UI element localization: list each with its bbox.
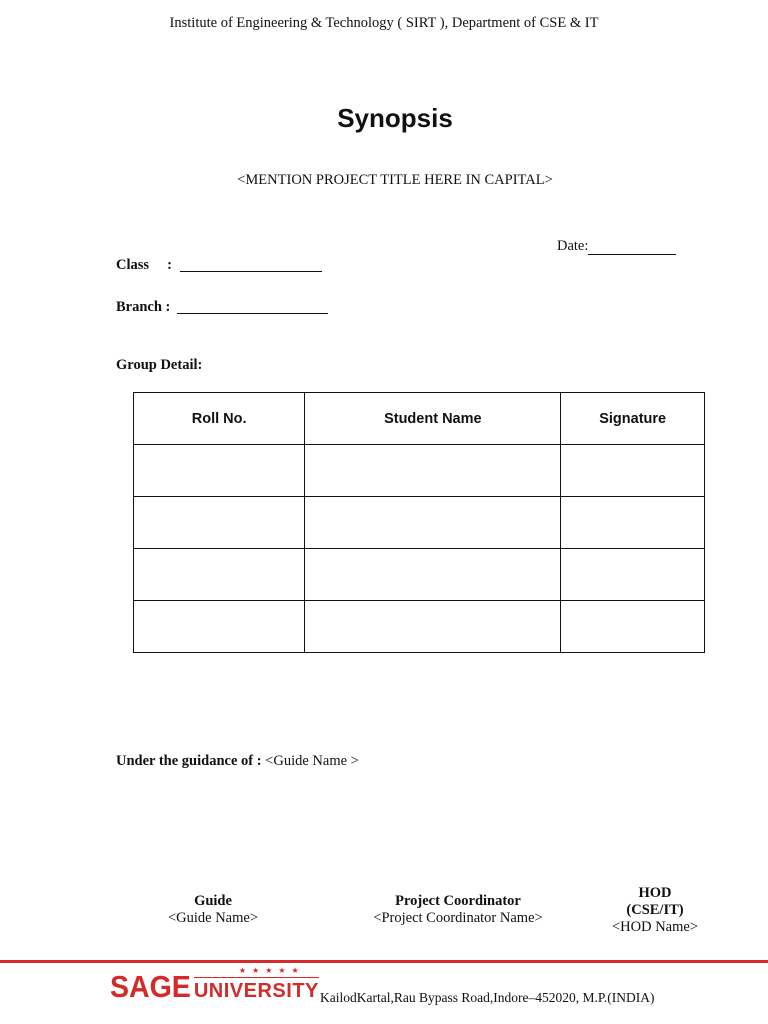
hod-signatory xyxy=(590,885,720,936)
coordinator-name: <Project Coordinator Name> xyxy=(373,910,543,926)
logo-sage-text: SAGE xyxy=(110,969,191,1004)
footer-divider xyxy=(0,960,768,963)
logo-university-block xyxy=(193,966,319,1002)
guide-name: <Guide Name> xyxy=(167,910,259,926)
student-name-cell xyxy=(305,445,561,497)
logo-stars-icon: ★ ★ ★ ★ ★ xyxy=(238,966,301,975)
signature-cell xyxy=(561,497,705,549)
project-title-placeholder: <MENTION PROJECT TITLE HERE IN CAPITAL> xyxy=(237,172,553,188)
student-name-cell xyxy=(305,601,561,653)
hod-role: HOD xyxy=(638,885,672,901)
sage-university-logo xyxy=(110,966,319,1002)
roll-no-cell xyxy=(134,445,305,497)
footer-address: KailodKartal,Rau Bypass Road,Indore–452020, M.P.(INDIA) xyxy=(320,990,655,1005)
coordinator-signatory xyxy=(358,893,558,927)
table-row xyxy=(134,497,705,549)
group-detail-table xyxy=(133,392,705,653)
coordinator-role: Project Coordinator xyxy=(395,893,521,909)
roll-no-cell xyxy=(134,601,305,653)
signature-cell xyxy=(561,445,705,497)
table-header-row xyxy=(134,393,705,445)
roll-no-header: Roll No. xyxy=(134,393,305,445)
guide-role: Guide xyxy=(194,893,232,909)
branch-label: Branch : xyxy=(116,299,171,315)
table-row xyxy=(134,601,705,653)
class-field xyxy=(116,256,172,274)
guidance-line xyxy=(116,753,359,770)
roll-no-cell xyxy=(134,549,305,601)
branch-field xyxy=(116,298,170,316)
roll-no-cell xyxy=(134,497,305,549)
signature-cell xyxy=(561,601,705,653)
date-blank-line xyxy=(588,240,676,255)
date-field xyxy=(557,238,676,255)
branch-blank-line xyxy=(177,313,328,314)
guidance-label: Under the guidance of : xyxy=(116,753,262,769)
page-title: Synopsis xyxy=(337,103,453,133)
table-row xyxy=(134,445,705,497)
institute-header: Institute of Engineering & Technology ( SIRT ), Department of CSE & IT xyxy=(169,15,599,31)
hod-name: <HOD Name> xyxy=(611,919,699,935)
student-name-cell xyxy=(305,549,561,601)
signature-cell xyxy=(561,549,705,601)
student-name-header: Student Name xyxy=(305,393,561,445)
guide-name-placeholder: <Guide Name > xyxy=(265,753,359,769)
student-name-cell xyxy=(305,497,561,549)
guide-signatory xyxy=(133,893,293,927)
signature-header: Signature xyxy=(561,393,705,445)
group-detail-heading: Group Detail: xyxy=(116,357,203,373)
date-label: Date: xyxy=(557,238,589,254)
logo-university-text: UNIVERSITY xyxy=(194,977,319,1002)
table-row xyxy=(134,549,705,601)
class-blank-line xyxy=(180,271,322,272)
hod-department: (CSE/IT) xyxy=(626,902,684,918)
class-label: Class : xyxy=(116,257,172,273)
